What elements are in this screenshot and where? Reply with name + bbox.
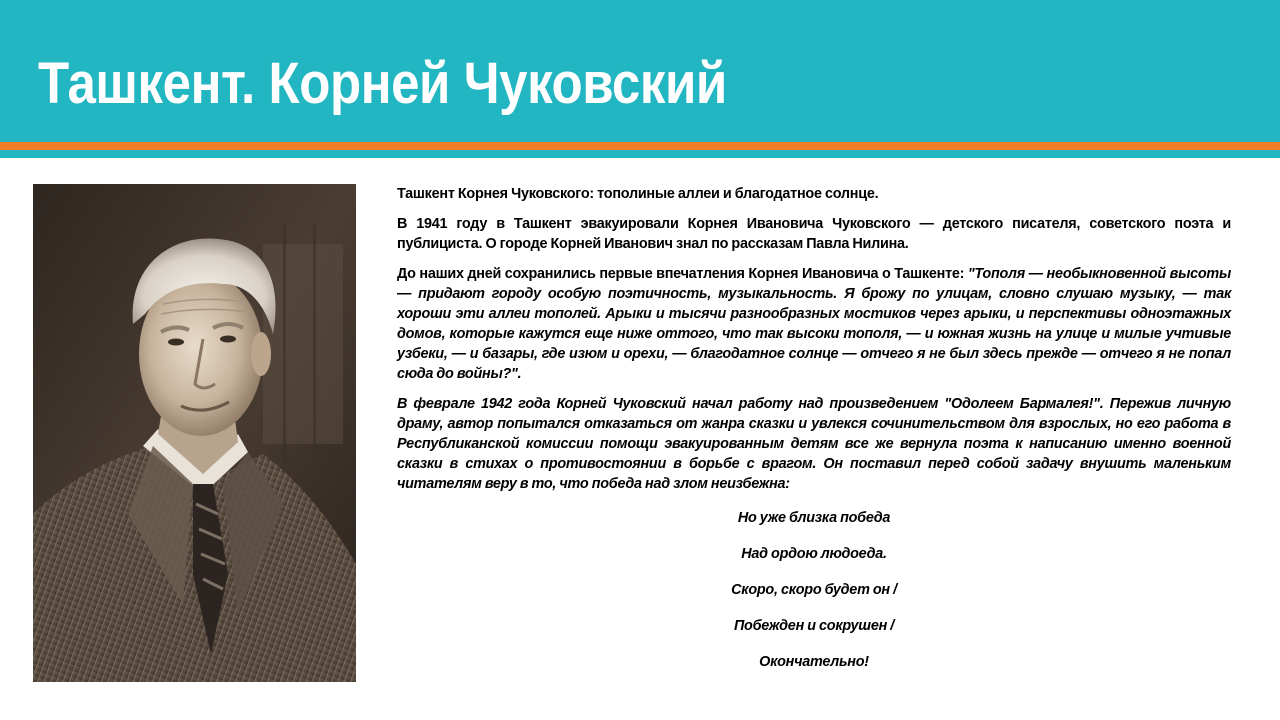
paragraph-impressions [397,264,1231,384]
poem-line: Окончательно! [759,654,869,670]
poem [397,508,1231,688]
impressions-quote: "Тополя — необыкновенной высоты — придают городу особую поэтичность, музыкальность. Я брожу по улицам, словно слушаю музыку, — так хороши эти аллеи тополей. Арыки и тысячи разнообразных мостиков через арыки, и перспективы одноэтажных домов, которые кажутся еще ниже оттого, что так высоки тополя, — и южная жизнь на улице и милые учтивые узбеки, — и базары, где изюм и орехи, — благодатное солнце — отчего я не был здесь прежде — отчего я не попал сюда до войны?". [397,266,1231,382]
poem-line: Скоро, скоро будет он / [731,582,897,598]
paragraph-barmaley: В феврале 1942 года Корней Чуковский начал работу над произведением "Одолеем Бармалея!". Пережив личную драму, автор попытался отказаться от жанра сказки и увлекся сочинительством для взрослых, но его работа в Республиканской комиссии помощи эвакуированным детям все же вернула поэта к написанию именно военной сказки в стихах о противостоянии в борьбе с врагом. Он поставил перед собой задачу внушить маленьким читателям веру в то, что победа над злом неизбежна: [397,396,1231,492]
paragraph-evacuation: В 1941 году в Ташкент эвакуировали Корнея Ивановича Чуковского — детского писателя, советского поэта и публициста. О городе Корней Иванович знал по рассказам Павла Нилина. [397,216,1231,252]
header-stripe-orange [0,142,1280,150]
body-text [397,184,1231,688]
impressions-intro: До наших дней сохранились первые впечатления Корнея Ивановича о Ташкенте: [397,266,968,282]
intro-heading: Ташкент Корнея Чуковского: тополиные аллеи и благодатное солнце. [397,186,879,202]
poem-line: Побежден и сокрушен / [733,618,895,634]
slide-title: Ташкент. Корней Чуковский [38,51,727,116]
poem-line: Над ордою людоеда. [741,546,887,562]
header-stripe-teal [0,150,1280,158]
portrait-photo [33,184,356,682]
poem-line: Но уже близка победа [737,510,891,526]
